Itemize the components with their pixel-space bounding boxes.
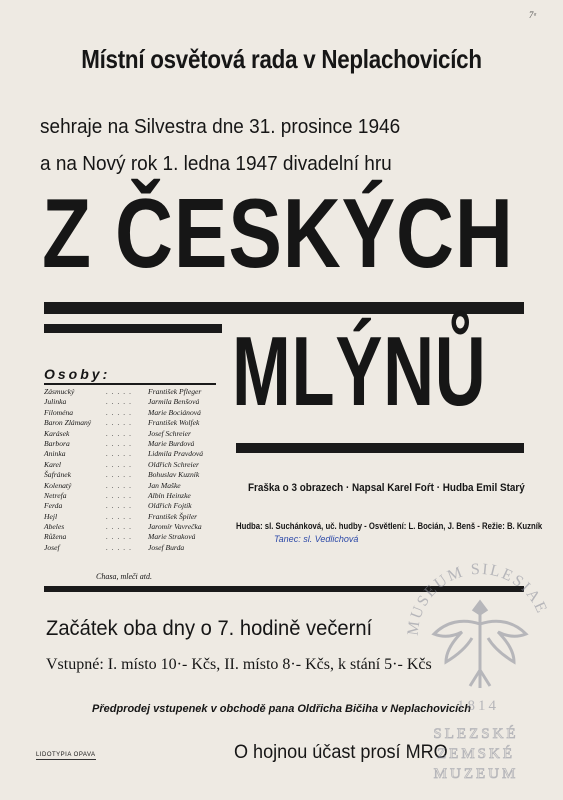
dance-note: Tanec: sl. Vedlichová — [274, 534, 359, 544]
play-title-line-2: MLÝNŮ — [232, 316, 487, 426]
cast-row — [44, 543, 224, 553]
cast-role: Baron Zlámaný — [44, 418, 92, 428]
cast-actor: Josef Burda — [148, 542, 185, 552]
cast-role: Zásmucký — [44, 387, 75, 396]
cast-row — [44, 449, 224, 459]
cast-row — [44, 512, 224, 522]
printer-imprint: LIDOTYPIA OPAVA — [36, 752, 96, 758]
cast-role: Abeles — [44, 522, 65, 532]
cast-list — [44, 387, 224, 553]
leader-dots: . . . . . — [106, 449, 133, 459]
cast-actor: František Pfleger — [148, 387, 202, 396]
stamp-arc-text: MUSEUM SILESIAE — [404, 560, 551, 637]
intro-line-1: sehraje na Silvestra dne 31. prosince 1946 — [40, 116, 401, 138]
leader-dots: . . . . . — [106, 470, 133, 480]
leader-dots: . . . . . — [106, 522, 133, 532]
cast-actor: Bohuslav Kuzník — [148, 470, 200, 480]
leader-dots: . . . . . — [106, 532, 133, 542]
leader-dots: . . . . . — [106, 397, 133, 407]
cast-row — [44, 491, 224, 501]
cast-actor: Oldřich Fojtík — [148, 501, 192, 511]
play-title-line-1: Z ČESKÝCH — [42, 178, 514, 288]
leader-dots: . . . . . — [106, 480, 133, 490]
cast-actor: Lidmila Pravdová — [148, 449, 204, 459]
cast-row — [44, 460, 224, 470]
leader-dots: . . . . . — [106, 501, 133, 511]
title-rule-2 — [236, 443, 524, 453]
cast-row — [44, 481, 224, 491]
leader-dots: . . . . . — [106, 407, 133, 417]
stamp-year: 1814 — [457, 698, 499, 714]
cast-row — [44, 408, 224, 418]
leader-dots: . . . . . — [106, 511, 133, 521]
leader-dots: . . . . . — [106, 387, 133, 396]
cast-row — [44, 397, 224, 407]
presale-info: Předprodej vstupenek v obchodě pana Oldřicha Bičiha v Neplachovicích — [92, 703, 471, 715]
cast-actor: Oldřich Schreier — [148, 459, 199, 469]
cast-actor: Marie Straková — [148, 532, 196, 542]
cast-extras: Chasa, mleči atd. — [96, 572, 152, 581]
admission-prices: Vstupné: I. místo 10·- Kčs, II. místo 8·- Kčs, k stání 5·- Kčs — [46, 656, 432, 673]
cast-role: Růžena — [44, 532, 67, 542]
leader-dots: . . . . . — [106, 428, 133, 438]
leader-dots: . . . . . — [106, 438, 133, 448]
cast-row — [44, 429, 224, 439]
cast-actor: František Wolfek — [148, 418, 200, 428]
cast-actor: Jarmila Benšová — [148, 397, 200, 407]
cast-role: Julinka — [44, 397, 67, 407]
cast-role: Šafránek — [44, 470, 71, 480]
credits-line: Fraška o 3 obrazech · Napsal Karel Foŕt · Hudba Emil Starý — [248, 482, 525, 494]
cast-role: Karel — [44, 459, 62, 469]
cast-actor: Albín Heinzke — [148, 490, 191, 500]
cast-row — [44, 387, 224, 397]
cast-row — [44, 522, 224, 532]
cast-role: Netrefa — [44, 490, 67, 500]
svg-text:MUSEUM SILESIAE — [405, 561, 551, 637]
cast-role: Karásek — [44, 428, 70, 438]
stamp-line-2: ZEMSKÉ — [437, 746, 515, 762]
title-rule-1 — [44, 302, 524, 314]
cast-role: Aninka — [44, 449, 66, 459]
cast-actor: Jan Maške — [148, 480, 181, 490]
cast-actor: Marie Burdová — [148, 438, 195, 448]
cast-row — [44, 418, 224, 428]
cast-heading: Osoby: — [44, 366, 111, 382]
cast-role: Barbora — [44, 438, 70, 448]
archive-note: 7ᵃ — [528, 10, 537, 20]
cast-actor: Josef Schreier — [148, 428, 191, 438]
title-rule-left — [44, 324, 222, 333]
leader-dots: . . . . . — [106, 418, 133, 428]
cast-actor: Marie Bociánová — [148, 407, 201, 417]
cast-role: Ferda — [44, 501, 63, 511]
stamp-line-1: SLEZSKÉ — [433, 726, 519, 742]
start-time: Začátek oba dny o 7. hodině večerní — [46, 617, 373, 640]
leader-dots: . . . . . — [106, 490, 133, 500]
cast-row — [44, 439, 224, 449]
organizer-heading: Místní osvětová rada v Neplachovicích — [81, 44, 482, 74]
cast-heading-rule — [44, 383, 216, 385]
cast-actor: Jaromír Vavrečka — [148, 522, 202, 532]
leader-dots: . . . . . — [106, 459, 133, 469]
cast-row — [44, 532, 224, 542]
leader-dots: . . . . . — [106, 542, 133, 552]
closing-line: O hojnou účast prosí MRO — [234, 742, 448, 763]
cast-role: Filoména — [44, 407, 74, 417]
museum-stamp — [396, 540, 556, 790]
intro-line-2: a na Nový rok 1. ledna 1947 divadelní hru — [40, 153, 392, 175]
cast-row — [44, 501, 224, 511]
cast-actor: František Špiler — [148, 511, 198, 521]
cast-role: Josef — [44, 542, 60, 552]
cast-role: Hejl — [44, 511, 58, 521]
cast-role: Kolenatý — [44, 480, 72, 490]
eagle-icon — [434, 602, 526, 688]
stamp-line-3: MUZEUM — [433, 766, 519, 782]
cast-row — [44, 470, 224, 480]
music-credits: Hudba: sl. Suchánková, uč. hudby - Osvětlení: L. Bocián, J. Benš - Režie: B. Kuzník — [236, 521, 543, 531]
